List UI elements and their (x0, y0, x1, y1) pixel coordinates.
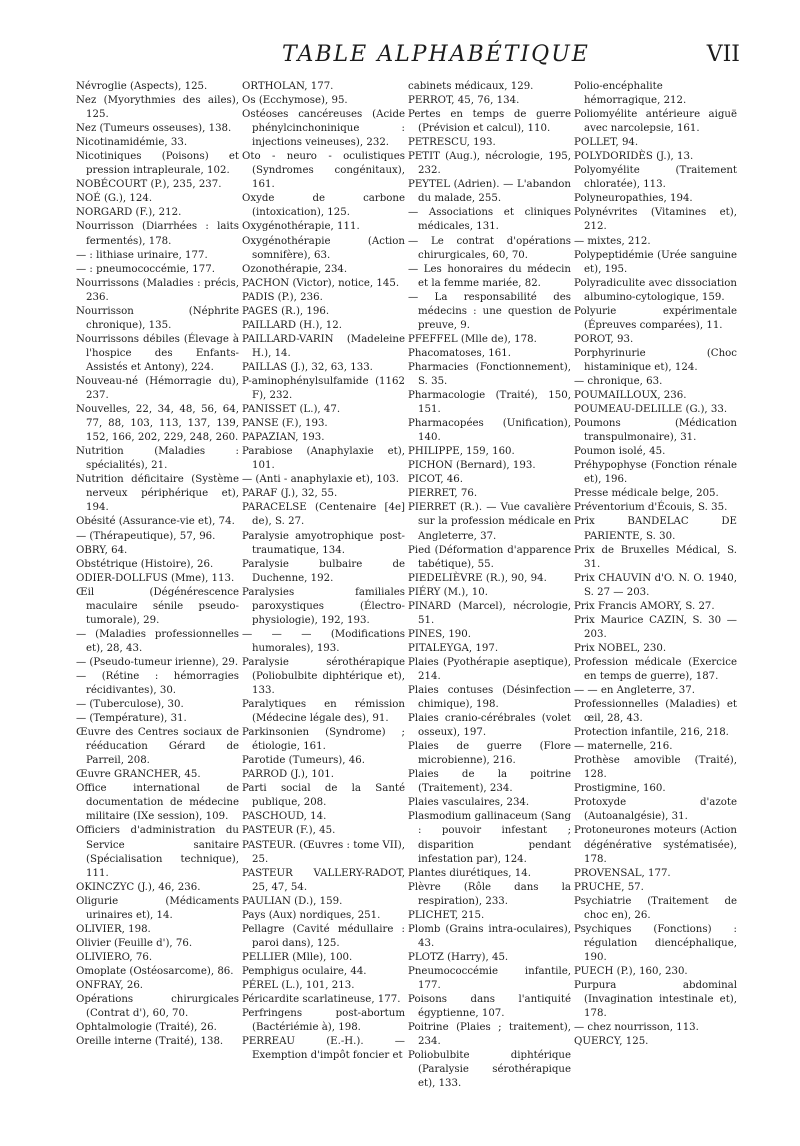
page-title: TABLE ALPHABÉTIQUE (282, 42, 590, 67)
index-entry: Polyomyélite (Traitement chloratée), 113. (574, 165, 737, 191)
index-entry: Plaies vasculaires, 234. (408, 797, 530, 809)
index-entry: OLIVIERO, 76. (76, 951, 153, 963)
index-entry: Polyurie expérimentale (Épreuves comparées), 11. (574, 305, 737, 331)
index-entry: PLICHET, 215. (408, 909, 485, 921)
index-entry: Protoxyde d'azote (Autoanalgésie), 31. (574, 797, 737, 823)
index-entry: Profession médicale (Exercice en temps de guerre), 187. (574, 656, 737, 682)
index-entry: Oxygénothérapie, 111. (242, 221, 360, 233)
index-entry: PARROD (J.), 101. (242, 769, 335, 781)
index-entry: PERROT, 45, 76, 134. (408, 95, 520, 107)
index-entry: Purpura abdominal (Invagination intestinale et), 178. (574, 980, 737, 1020)
index-entry: Poisons dans l'antiquité égyptienne, 107. (408, 994, 571, 1020)
index-entry: Prix Maurice CAZIN, S. 30 — 203. (574, 614, 737, 640)
index-entry: Paralysies familiales paroxystiques (Électro-physiologie), 192, 193. (242, 586, 405, 626)
index-entry: — : lithiase urinaire, 177. (76, 249, 208, 261)
index-entry: Presse médicale belge, 205. (574, 488, 719, 500)
index-entry: Obstétrique (Histoire), 26. (76, 558, 214, 570)
index-entry: Parkinsonien (Syndrome) ; étiologie, 161. (242, 727, 405, 753)
index-entry: NOBÉCOURT (P.), 235, 237. (76, 179, 222, 191)
index-entry: PAILLAS (J.), 32, 63, 133. (242, 361, 373, 373)
index-entry: OBRY, 64. (76, 544, 128, 556)
index-entry: — mixtes, 212. (574, 235, 651, 247)
index-entry: — La responsabilité des médecins : une question de preuve, 9. (408, 291, 571, 331)
index-entry: Oxygénothérapie (Action somnifère), 63. (242, 235, 405, 261)
index-entry: Poumons (Médication transpulmonaire), 31. (574, 418, 737, 444)
index-entry: Opérations chirurgicales (Contrat d'), 60, 70. (76, 994, 239, 1020)
index-entry: Pays (Aux) nordiques, 251. (242, 909, 381, 921)
index-entry: PIERRET (R.). — Vue cavalière sur la profession médicale en Angleterre, 37. (408, 502, 571, 542)
index-entry: POLLET, 94. (574, 137, 639, 149)
index-entry: POLYDORIDÈS (J.), 13. (574, 151, 694, 163)
index-entry: — (Tuberculose), 30. (76, 699, 184, 711)
index-entry: Œuvre des Centres sociaux de rééducation Gérard de Parreil, 208. (76, 727, 239, 767)
index-entry: PAILLARD (H.), 12. (242, 319, 343, 331)
index-entry: Nourrisson (Néphrite chronique), 135. (76, 305, 239, 331)
index-entry: Plaies de guerre (Flore microbienne), 216. (408, 741, 571, 767)
index-entry: Pharmacopées (Unification), 140. (408, 418, 571, 444)
index-entry: — — en Angleterre, 37. (574, 685, 695, 697)
index-entry: PAILLARD-VARIN (Madeleine H.), 14. (242, 333, 405, 359)
index-entry: Nicotinamidémie, 33. (76, 137, 188, 149)
index-entry: — : pneumococcémie, 177. (76, 263, 215, 275)
index-entry: Ophtalmologie (Traité), 26. (76, 1022, 217, 1034)
index-column-4 (574, 80, 737, 1091)
index-entry: — — — (Modifications humorales), 193. (242, 628, 405, 654)
index-entry: Plasmodium gallinaceum (Sang : pouvoir infestant ; disparition pendant infestation par), 124. (408, 811, 571, 865)
index-entry: Polio-encéphalite hémorragique, 212. (574, 81, 687, 107)
index-entry: NORGARD (F.), 212. (76, 207, 182, 219)
index-entry: PIEDELIÈVRE (R.), 90, 94. (408, 572, 547, 584)
index-entry: Préventorium d'Écouis, S. 35. (574, 502, 728, 514)
index-entry: Plaies cranio-cérébrales (volet osseux), 197. (408, 713, 571, 739)
index-entry: Pharmacies (Fonctionnement), S. 35. (408, 361, 571, 387)
index-entry: Plaies (Pyothérapie aseptique), 214. (408, 656, 571, 682)
index-entry: Nez (Tumeurs osseuses), 138. (76, 123, 232, 135)
index-entry: Préhypophyse (Fonction rénale et), 196. (574, 460, 737, 486)
index-entry: Obésité (Assurance-vie et), 74. (76, 516, 235, 528)
index-entry: Perfringens post-abortum (Bactériémie à), 198. (242, 1008, 405, 1034)
index-entry: Poliobulbite diphtérique (Paralysie sérothérapique et), 133. (408, 1050, 571, 1090)
index-entry: Porphyrinurie (Choc histaminique et), 124. (574, 347, 737, 373)
index-entry: PADIS (P.), 236. (242, 291, 323, 303)
index-entry: Pemphigus oculaire, 44. (242, 965, 367, 977)
index-entry: Nutrition (Maladies : spécialités), 21. (76, 446, 239, 472)
index-entry: — (Pseudo-tumeur irienne), 29. (76, 656, 239, 668)
index-entry: PUECH (P.), 160, 230. (574, 965, 688, 977)
index-column-1 (76, 80, 239, 1091)
index-entry: PLOTZ (Harry), 45. (408, 951, 509, 963)
index-entry: Pellagre (Cavité médullaire : paroi dans), 125. (242, 923, 405, 949)
index-entry: Polynévrites (Vitamines et), 212. (574, 207, 737, 233)
index-entry: Omoplate (Ostéosarcome), 86. (76, 965, 234, 977)
index-entry: PICHON (Bernard), 193. (408, 460, 536, 472)
index-entry: PRUCHE, 57. (574, 881, 644, 893)
index-entry: Nez (Myorythmies des ailes), 125. (76, 95, 239, 121)
index-column-3 (408, 80, 571, 1091)
index-entry: Paralysie amyotrophique post-traumatique, 134. (242, 530, 405, 556)
index-entry: Pneumococcémie infantile, 177. (408, 965, 571, 991)
index-entry: PARAF (J.), 32, 55. (242, 488, 338, 500)
index-entry: Polypeptidémie (Urée sanguine et), 195. (574, 249, 737, 275)
index-entry: cabinets médicaux, 129. (408, 81, 534, 92)
index-entry: Office international de documentation de médecine militaire (IXe session), 109. (76, 783, 239, 823)
index-entry: PINARD (Marcel), nécrologie, 51. (408, 600, 571, 626)
index-entry: Plaies de la poitrine (Traitement), 234. (408, 769, 571, 795)
index-entry: — Associations et cliniques médicales, 131. (408, 207, 571, 233)
index-entry: Polyneuropathies, 194. (574, 193, 693, 205)
index-entry: Plantes diurétiques, 14. (408, 867, 531, 879)
index-entry: Pharmacologie (Traité), 150, 151. (408, 390, 571, 416)
index-entry: Pied (Déformation d'apparence tabétique), 55. (408, 544, 571, 570)
index-entry: — maternelle, 216. (574, 741, 673, 753)
index-entry: PHILIPPE, 159, 160. (408, 446, 515, 458)
index-entry: PACHON (Victor), notice, 145. (242, 277, 400, 289)
index-entry: Ozonothérapie, 234. (242, 263, 348, 275)
page-number: VII (706, 42, 740, 67)
index-entry: Œuvre GRANCHER, 45. (76, 769, 201, 781)
index-entry: PROVENSAL, 177. (574, 867, 671, 879)
index-entry: ONFRAY, 26. (76, 980, 144, 991)
index-entry: Poliomyélite antérieure aiguë avec narcolepsie, 161. (574, 109, 737, 135)
index-entry: Officiers d'administration du Service sanitaire (Spécialisation technique), 111. (76, 825, 239, 879)
index-columns (76, 80, 746, 1091)
index-entry: PAULIAN (D.), 159. (242, 895, 343, 907)
index-entry: PASTEUR. (Œuvres : tome VII), 25. (242, 839, 405, 865)
index-entry: Phacomatoses, 161. (408, 347, 511, 359)
index-entry: Œil (Dégénérescence maculaire sénile pseudo-tumorale), 29. (76, 586, 239, 626)
index-entry: PASCHOUD, 14. (242, 811, 327, 823)
index-entry: Paralysie sérothérapique (Poliobulbite diphtérique et), 133. (242, 656, 405, 697)
index-entry: POUMAILLOUX, 236. (574, 390, 687, 402)
index-entry: Plèvre (Rôle dans la respiration), 233. (408, 881, 571, 907)
index-entry: PANISSET (L.), 47. (242, 404, 341, 416)
index-entry: Prostigmine, 160. (574, 783, 666, 795)
index-entry: Nouveau-né (Hémorragie du), 237. (76, 375, 239, 402)
index-entry: PETRESCU, 193. (408, 137, 496, 149)
index-entry: — chez nourrisson, 113. (574, 1022, 699, 1034)
index-entry: Péricardite scarlatineuse, 177. (242, 994, 401, 1006)
index-entry: Olivier (Feuille d'), 76. (76, 937, 193, 949)
index-entry: Nourrissons débiles (Élevage à l'hospice des Enfants-Assistés et Antony), 224. (76, 333, 239, 373)
index-entry: PITALEYGA, 197. (408, 642, 499, 654)
index-entry: — chronique, 63. (574, 375, 663, 387)
index-entry: Professionnelles (Maladies) et œil, 28, 43. (574, 699, 737, 725)
index-entry: Paralysie bulbaire de Duchenne, 192. (242, 558, 405, 584)
index-entry: — (Rétine : hémorragies récidivantes), 30. (76, 670, 239, 697)
index-entry: Plaies contuses (Désinfection chimique), 198. (408, 685, 571, 711)
index-entry: Os (Ecchymose), 95. (242, 95, 348, 107)
index-entry: PASTEUR (F.), 45. (242, 825, 336, 837)
index-entry: Prix de Bruxelles Médical, S. 31. (574, 544, 737, 570)
index-entry: Oligurie (Médicaments urinaires et), 14. (76, 895, 239, 921)
index-entry: Nourrissons (Maladies : précis, 236. (76, 277, 239, 303)
index-entry: Paralytiques en rémission (Médecine légale des), 91. (242, 699, 405, 725)
index-entry: POUMEAU-DELILLE (G.), 33. (574, 404, 728, 416)
index-entry: Oreille interne (Traité), 138. (76, 1036, 224, 1048)
index-entry: Prix Francis AMORY, S. 27. (574, 600, 715, 612)
index-entry: PICOT, 46. (408, 474, 463, 486)
index-entry: ORTHOLAN, 177. (242, 81, 334, 92)
index-column-2 (242, 80, 405, 1091)
index-entry: PINES, 190. (408, 628, 472, 640)
index-entry: PASTEUR VALLERY-RADOT, 25, 47, 54. (242, 867, 405, 893)
index-entry: PAPAZIAN, 193. (242, 432, 325, 444)
index-entry: Ostéoses cancéreuses (Acide phénylcinchoninique : injections veineuses), 232. (242, 109, 405, 149)
index-entry: Nutrition déficitaire (Système nerveux périphérique et), 194. (76, 474, 239, 514)
index-entry: Poitrine (Plaies ; traitement), 234. (408, 1022, 571, 1048)
index-entry: PIERRET, 76. (408, 488, 478, 500)
index-entry: Parotide (Tumeurs), 46. (242, 755, 365, 767)
index-entry: PÉREL (L.), 101, 213. (242, 980, 355, 991)
index-entry: — (Maladies professionnelles et), 28, 43. (76, 628, 239, 654)
index-entry: Nourrisson (Diarrhées : laits fermentés), 178. (76, 221, 239, 247)
index-entry: PARACELSE (Centenaire [4e] de), S. 27. (242, 502, 405, 528)
index-entry: Névroglie (Aspects), 125. (76, 81, 208, 92)
page-header (76, 38, 740, 74)
index-entry: Prix CHAUVIN d'O. N. O. 1940, S. 27 — 203. (574, 572, 737, 598)
index-entry: POROT, 93. (574, 333, 634, 345)
index-entry: PIÉRY (M.), 10. (408, 586, 488, 598)
index-entry: PERREAU (E.-H.). — Exemption d'impôt foncier et (242, 1036, 405, 1062)
index-entry: PANSE (F.), 193. (242, 418, 328, 430)
index-entry: PETIT (Aug.), nécrologie, 195, 232. (408, 151, 571, 177)
index-entry: Oxyde de carbone (intoxication), 125. (242, 193, 405, 219)
index-entry: OLIVIER, 198. (76, 923, 151, 935)
index-entry: QUERCY, 125. (574, 1036, 649, 1048)
index-entry: PEYTEL (Adrien). — L'abandon du malade, 255. (408, 179, 571, 205)
index-entry: PFEFFEL (Mlle de), 178. (408, 333, 537, 345)
index-entry: — (Température), 31. (76, 713, 187, 725)
index-entry: — Les honoraires du médecin et la femme mariée, 82. (408, 263, 571, 289)
index-entry: Oto - neuro - oculistiques (Syndromes congénitaux), 161. (242, 151, 405, 191)
index-entry: Poumon isolé, 45. (574, 446, 666, 458)
index-entry: NOÉ (G.), 124. (76, 193, 153, 205)
index-entry: — (Thérapeutique), 57, 96. (76, 530, 216, 542)
index-entry: Prix NOBEL, 230. (574, 642, 667, 654)
index-entry: — Le contrat d'opérations chirurgicales, 60, 70. (408, 235, 571, 261)
index-entry: Polyradiculite avec dissociation albumino-cytologique, 159. (574, 277, 737, 303)
index-entry: Pertes en temps de guerre (Prévision et calcul), 110. (408, 109, 571, 135)
index-entry: P-aminophénylsulfamide (1162 F), 232. (242, 375, 405, 402)
index-entry: PAGES (R.), 196. (242, 305, 330, 317)
index-entry: Prothèse amovible (Traité), 128. (574, 755, 737, 781)
index-entry: OKINCZYC (J.), 46, 236. (76, 881, 201, 893)
index-entry: Protection infantile, 216, 218. (574, 727, 729, 739)
index-entry: ODIER-DOLLFUS (Mme), 113. (76, 572, 235, 584)
index-entry: Psychiques (Fonctions) : régulation diencéphalique, 190. (574, 923, 737, 963)
index-entry: — (Anti - anaphylaxie et), 103. (242, 474, 399, 486)
index-entry: Parabiose (Anaphylaxie et), 101. (242, 446, 405, 472)
index-entry: Prix BANDELAC DE PARIENTE, S. 30. (574, 516, 737, 542)
index-entry: Parti social de la Santé publique, 208. (242, 783, 405, 809)
index-entry: Plomb (Grains intra-oculaires), 43. (408, 923, 571, 949)
index-entry: Protoneurones moteurs (Action dégénérative systématisée), 178. (574, 825, 737, 865)
index-entry: Psychiatrie (Traitement de choc en), 26. (574, 895, 737, 921)
index-entry: Nouvelles, 22, 34, 48, 56, 64, 77, 88, 103, 113, 137, 139, 152, 166, 202, 229, 248, 260. (76, 404, 239, 444)
index-entry: PELLIER (Mlle), 100. (242, 951, 353, 963)
index-entry: Nicotiniques (Poisons) et pression intrapleurale, 102. (76, 151, 239, 177)
